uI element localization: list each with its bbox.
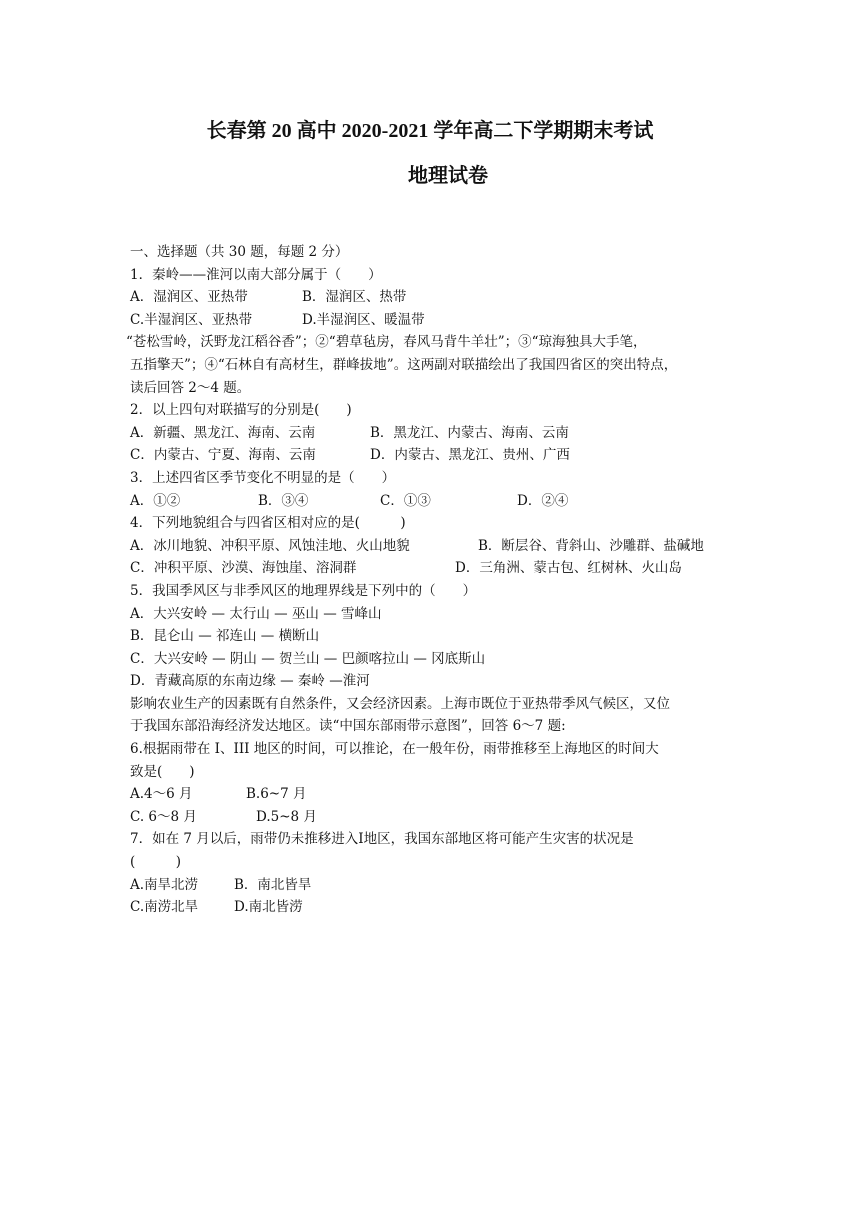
question-5-stem: 5．我国季风区与非季风区的地理界线是下列中的（ ） <box>130 582 477 599</box>
question-1-options-row2 <box>130 309 740 332</box>
question-2-options-row1 <box>130 422 740 445</box>
question-7-stem-line-1: 7．如在 7 月以后，雨带仍未推移进入Ⅰ地区，我国东部地区将可能产生灾害的状况是 <box>130 831 634 848</box>
option-d: D.5~8 月 <box>256 808 317 825</box>
option-b: B．南北皆旱 <box>234 876 312 893</box>
option-c: C．内蒙古、宁夏、海南、云南 <box>130 447 316 464</box>
question-7-options-row1 <box>130 874 740 897</box>
question-2-options-row2 <box>130 444 740 467</box>
option-d: D．青藏高原的东南边缘 — 秦岭 —淮河 <box>130 673 370 690</box>
question-2-stem: 2．以上四句对联描写的分别是( ) <box>130 402 352 419</box>
question-6-stem-line-2: 致是( ) <box>130 763 195 780</box>
option-d: D．②④ <box>517 492 569 509</box>
passage-2-line-1: 影响农业生产的因素既有自然条件，又会经济因素。上海市既位于亚热带季风气候区，又位 <box>130 695 670 712</box>
question-6-options-row2 <box>130 806 740 829</box>
option-d: D．内蒙古、黑龙江、贵州、广西 <box>370 447 570 464</box>
question-6-stem-line-1: 6.根据雨带在 I、III 地区的时间，可以推论，在一般年份，雨带推移至上海地区的时间大 <box>130 741 659 758</box>
option-a: A.4～6 月 <box>130 786 193 803</box>
option-b: B．湿润区、热带 <box>302 289 407 306</box>
option-a: A．新疆、黑龙江、海南、云南 <box>130 424 316 441</box>
exam-title: 长春第 20 高中 2020-2021 学年高二下学期期末考试 <box>206 120 654 142</box>
exam-content <box>126 241 740 919</box>
option-b: B．③④ <box>258 492 309 509</box>
question-1-options-row1 <box>130 286 740 309</box>
option-d: D.南北皆涝 <box>234 899 303 916</box>
option-a: A．大兴安岭 — 太行山 — 巫山 — 雪峰山 <box>130 605 382 622</box>
question-3-stem: 3．上述四省区季节变化不明显的是（ ） <box>130 469 396 486</box>
option-d: D．三角洲、蒙古包、红树林、火山岛 <box>455 560 682 577</box>
option-b: B．断层谷、背斜山、沙雕群、盐碱地 <box>478 537 704 554</box>
question-1-stem: 1．秦岭——淮河以南大部分属于（ ） <box>130 266 382 283</box>
question-7-options-row2 <box>130 896 740 919</box>
option-c: C.南涝北旱 <box>130 899 199 916</box>
section-heading: 一、选择题（共 30 题，每题 2 分） <box>130 244 349 260</box>
option-c: C．大兴安岭 — 阴山 — 贺兰山 — 巴颜喀拉山 — 冈底斯山 <box>130 650 486 667</box>
question-4-stem: 4．下列地貌组合与四省区相对应的是( ) <box>130 515 406 532</box>
option-c: C．①③ <box>380 492 431 509</box>
passage-1-line-1: “苍松雪岭，沃野龙江稻谷香”；②“碧草毡房，春风马背牛羊壮”；③“琼海独具大手笔， <box>126 334 647 351</box>
question-3-options <box>130 490 740 513</box>
option-b: B．黑龙江、内蒙古、海南、云南 <box>370 424 569 441</box>
question-4-options-row2 <box>130 557 740 580</box>
question-4-options-row1 <box>130 535 740 558</box>
passage-1-line-3: 读后回答 2～4 题。 <box>130 379 251 396</box>
option-d: D.半湿润区、暖温带 <box>302 311 425 328</box>
passage-2-line-2: 于我国东部沿海经济发达地区。读“中国东部雨带示意图”，回答 6～7 题: <box>130 718 566 735</box>
option-b: B.6~7 月 <box>246 786 307 803</box>
passage-1-line-2: 五指擎天”；④“石林自有高材生，群峰拔地”。这两副对联描绘出了我国四省区的突出特点， <box>130 356 678 373</box>
option-a: A．冰川地貌、冲积平原、风蚀洼地、火山地貌 <box>130 537 410 554</box>
option-a: A．①② <box>130 492 181 509</box>
option-c: C．冲积平原、沙漠、海蚀崖、溶洞群 <box>130 560 357 577</box>
question-6-options-row1 <box>130 783 740 806</box>
exam-subtitle: 地理试卷 <box>408 163 488 187</box>
option-c: C.半湿润区、亚热带 <box>130 311 253 328</box>
question-7-stem-line-2: ( ) <box>130 854 182 871</box>
option-a: A.南旱北涝 <box>130 876 199 893</box>
option-b: B．昆仑山 — 祁连山 — 横断山 <box>130 628 320 645</box>
option-c: C. 6～8 月 <box>130 808 197 825</box>
option-a: A．湿润区、亚热带 <box>130 289 248 306</box>
